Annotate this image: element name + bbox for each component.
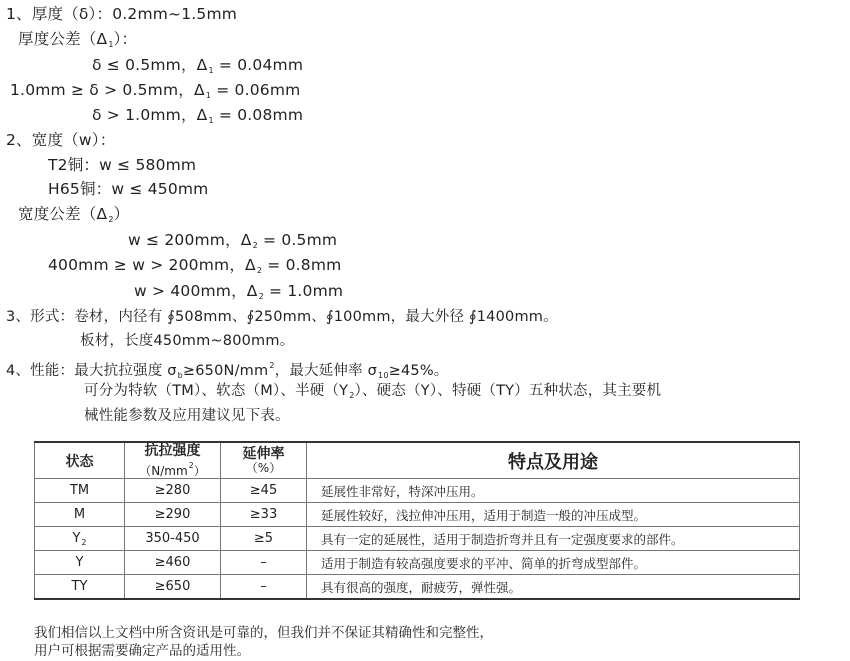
- disclaimer-line-2: 用户可根据需要确定产品的适用性。: [34, 643, 250, 659]
- width-t2: T2铜：w ≤ 580mm: [48, 156, 197, 174]
- disclaimer-line-1: 我们相信以上文档中所含资讯是可靠的，但我们并不保证其精确性和完整性，: [34, 625, 493, 641]
- form-line-1: 3、形式：卷材，内径有 ∮508mm、∮250mm、∮100mm，最大外径 ∮1400mm。: [6, 309, 558, 325]
- width-rule-3: w > 400mm，$\Delta_2 = 1.0mm$: [134, 282, 344, 301]
- cell-features: 延展性非常好，特深冲压用。: [307, 479, 800, 503]
- width-title: 2、宽度（w）：: [6, 131, 116, 149]
- cell-elongation: ≥45: [221, 479, 307, 503]
- cell-elongation: –: [221, 551, 307, 575]
- cell-tensile: ≥280: [125, 479, 221, 503]
- performance-line-3: 械性能参数及应用建议见下表。: [84, 408, 290, 424]
- header-tensile: 抗拉强度 $(N/mm^2)$: [125, 442, 221, 479]
- table-row: [35, 527, 800, 551]
- cell-state: $Y_2$: [35, 527, 125, 551]
- cell-tensile: ≥290: [125, 503, 221, 527]
- thickness-rule-2: 1.0mm ≥ δ > 0.5mm，$\Delta_1 = 0.06mm$: [10, 81, 301, 100]
- cell-tensile: ≥650: [125, 575, 221, 600]
- header-state: 状态: [35, 442, 125, 479]
- width-rule-1: w ≤ 200mm，$\Delta_2 = 0.5mm$: [128, 231, 338, 250]
- table-row: [35, 503, 800, 527]
- cell-features: 适用于制造有较高强度要求的平冲、简单的折弯成型部件。: [307, 551, 800, 575]
- width-tolerance-title: 宽度公差$(\Delta_2)$: [18, 205, 130, 224]
- thickness-tolerance-title: 厚度公差$(\Delta_1)$：: [18, 30, 138, 49]
- thickness-title: 1、厚度（δ）：0.2mm~1.5mm: [6, 5, 238, 23]
- cell-tensile: 350-450: [125, 527, 221, 551]
- table-row: [35, 551, 800, 575]
- properties-table: [34, 441, 800, 600]
- width-h65: H65铜：w ≤ 450mm: [48, 180, 209, 198]
- table-row: [35, 575, 800, 600]
- form-line-2: 板材，长度450mm~800mm。: [80, 333, 295, 349]
- header-elongation: 延伸率 （%）: [221, 442, 307, 479]
- cell-features: 延展性较好，浅拉伸冲压用，适用于制造一般的冲压成型。: [307, 503, 800, 527]
- cell-tensile: ≥460: [125, 551, 221, 575]
- performance-line-2: 可分为特软（TM）、软态（M）、半硬$(Y_2)$、硬态（Y）、特硬（TY）五种状态，其主要机: [84, 383, 662, 400]
- cell-state: Y: [35, 551, 125, 575]
- table-row: [35, 479, 800, 503]
- thickness-rule-1: δ ≤ 0.5mm，$\Delta_1 = 0.04mm$: [92, 56, 304, 75]
- performance-line-1: 4、性能：最大抗拉强度 $\sigma_b\ge 650N/mm^2$，最大延伸率 $\sigma_{10}\ge 45\%$。: [6, 361, 449, 380]
- cell-state: TY: [35, 575, 125, 600]
- cell-state: TM: [35, 479, 125, 503]
- cell-elongation: ≥33: [221, 503, 307, 527]
- cell-elongation: ≥5: [221, 527, 307, 551]
- cell-features: 具有一定的延展性，适用于制造折弯并且有一定强度要求的部件。: [307, 527, 800, 551]
- width-rule-2: 400mm ≥ w > 200mm，$\Delta_2 = 0.8mm$: [48, 256, 342, 275]
- cell-state: M: [35, 503, 125, 527]
- table-header-row: [35, 442, 800, 479]
- cell-features: 具有很高的强度，耐疲劳，弹性强。: [307, 575, 800, 600]
- header-features: 特点及用途: [307, 442, 800, 479]
- thickness-rule-3: δ > 1.0mm，$\Delta_1 = 0.08mm$: [92, 106, 304, 125]
- cell-elongation: –: [221, 575, 307, 600]
